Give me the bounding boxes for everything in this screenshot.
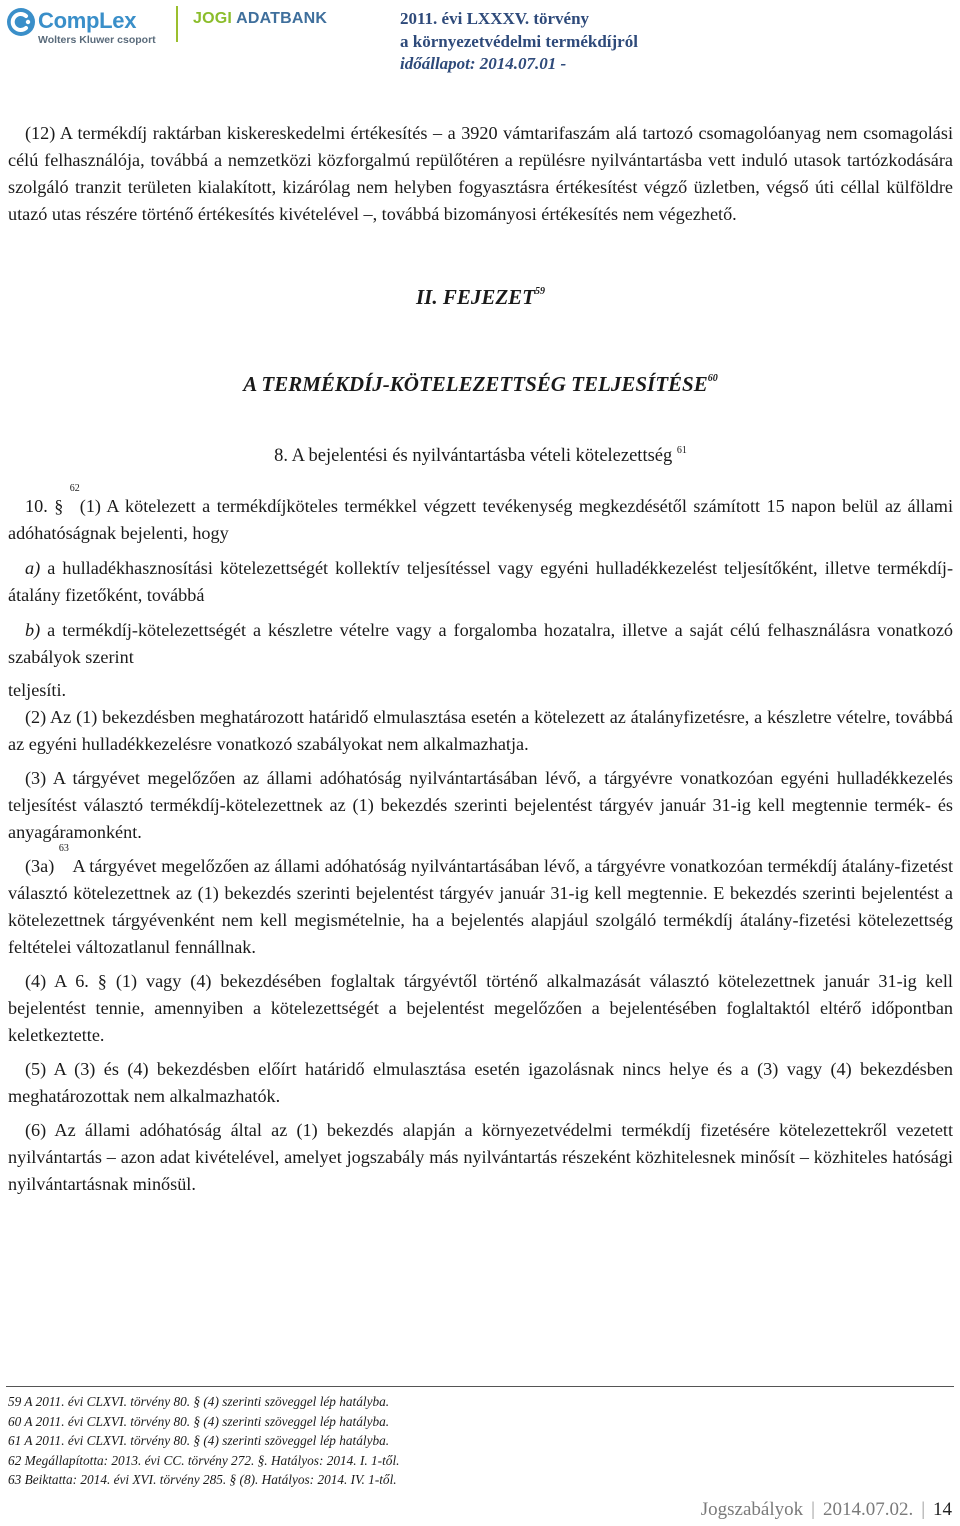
point-b-label: b): [25, 620, 41, 640]
footnote-61: 61 A 2011. évi CLXVI. törvény 80. § (4) szerinti szöveggel lép hatályba.: [8, 1433, 390, 1449]
footnote-60: 60 A 2011. évi CLXVI. törvény 80. § (4) szerinti szöveggel lép hatályba.: [8, 1413, 390, 1429]
footnotes: [8, 1392, 399, 1490]
point-a-label: a): [25, 558, 41, 578]
paragraph-3a-label: (3a): [25, 856, 55, 876]
subsection-title: [8, 443, 953, 470]
section-10-paragraph-6: (6) Az állami adóhatóság által az (1) bekezdés alapján a környezetvédelmi termékdíj fizetésére kötelezettekről vezetett nyilvántartás – azon adat kivételével, amelyet jogszabály más nyilvántartás részeként közhitelesnek minősít – közhiteles hatósági nyilvántartásnak minősül.: [8, 1120, 953, 1194]
section-10-paragraph-4: (4) A 6. § (1) vagy (4) bekezdésében foglaltak tárgyévtől történő alkalmazását választó kötelezettnek január 31-ig kell bejelentést tennie, amennyiben a kötelezettségét a bejelentést megelőzően a bejelentésében foglaltaktól eltérő időpontban keletkeztette.: [8, 971, 953, 1045]
section-10-p1-text: (1) A kötelezett a termékdíjköteles termékkel végzett tevékenység megkezdésétől számított 15 napon belül az állami adóhatóságnak bejelenti, hogy: [8, 496, 954, 543]
chapter-subtitle-text: A TERMÉKDÍJ-KÖTELEZETTSÉG TELJESÍTÉSE: [243, 372, 708, 396]
section-10-paragraph-2: (2) Az (1) bekezdésben meghatározott határidő elmulasztása esetén a kötelezett az átalányfizetésre, a készletre vételre, továbbá az egyéni hulladékkezelésre vonatkozó szabályokat nem alkalmazhatja.: [8, 707, 953, 754]
section-10-closing: teljesíti.: [8, 680, 67, 700]
chapter-title-text: II. FEJEZET: [415, 285, 536, 309]
complex-logo: [6, 5, 166, 45]
section-10-paragraph-3a: [8, 843, 953, 961]
footer-separator-2: |: [921, 1499, 925, 1520]
subsection-title-text: 8. A bejelentési és nyilvántartásba vételi kötelezettség: [274, 446, 673, 466]
paragraph-12: (12) A termékdíj raktárban kiskereskedelmi értékesítés – a 3920 vámtarifaszám alá tartozó csomagolóanyag nem csomagolási célú felhasználója, továbbá a nemzetközi közforgalmú repülőtéren a repülésre nyilvántartásba vett induló utasok tartózkodására szolgáló tranzit területen kialakított, kizárólag nem helyben fogyasztásra értékesítést végző üzletben, végső úti céllal külföldre utazó utas részére történő értékesítés kivételével –, továbbá bizományosi értékesítés nem végezhető.: [8, 123, 953, 224]
section-10-paragraph-1: [8, 483, 954, 547]
section-10-footnote-ref: 62: [69, 483, 80, 494]
footnote-62: 62 Megállapította: 2013. évi CC. törvény 272. §. Hatályos: 2014. I. 1-től.: [8, 1452, 400, 1468]
section-10-point-a: [8, 555, 953, 609]
header-divider: [176, 6, 178, 42]
law-title: 2011. évi LXXXV. törvény: [400, 9, 590, 28]
chapter-footnote-ref: 59: [535, 286, 546, 297]
chapter-title: [8, 284, 953, 311]
footer-separator: |: [811, 1499, 815, 1520]
adatbank-word: ADATBANK: [236, 10, 328, 27]
footnote-63: 63 Beiktatta: 2014. évi XVI. törvény 285. § (8). Hatályos: 2014. IV. 1-től.: [8, 1472, 397, 1488]
section-10-paragraph-3: (3) A tárgyévet megelőzően az állami adóhatóság nyilvántartásában lévő, a tárgyévre vonatkozóan egyéni hulladékkezelés teljesítést választó termékdíj-kötelezettnek az (1) bekezdés szerinti bejelentést tárgyév január 31-ig kell megtennie termék- és anyagáramonként.: [8, 768, 953, 842]
law-state-date: időállapot: 2014.07.01 -: [400, 54, 567, 73]
footnote-divider: [6, 1386, 954, 1387]
page-number: 14: [933, 1499, 952, 1520]
page-header: [0, 0, 960, 92]
point-b-text: a termékdíj-kötelezettségét a készletre vételre vagy a forgalomba hozatalra, illetve a saját célú felhasználásra vonatkozó szabályok szerint: [8, 620, 953, 667]
chapter-subtitle: [8, 371, 953, 398]
section-10-paragraph-5: (5) A (3) és (4) bekezdésben előírt határidő elmulasztása esetén igazolásnak nincs helye és a (3) vagy (4) bekezdésben meghatározottak nem alkalmazhatók.: [8, 1059, 953, 1106]
jogi-adatbank-logo: [193, 10, 327, 28]
complex-brand-name: CompLex: [38, 8, 137, 33]
paragraph-3a-text: A tárgyévet megelőzően az állami adóhatóság nyilvántartásában lévő, a tárgyévre vonatkozóan termékdíj átalány-fizetést választó kötelezettnek az (1) bekezdés szerinti bejelentést tárgyév január 31-ig kell megtennie. E bekezdés szerinti bejelentést a kötelezettnek tárgyévenként nem kell megismételnie, ha a bejelentés alapjául szolgáló termékdíj átalány-fizetési kötelezettség feltételei változatlanul fennállnak.: [8, 856, 953, 957]
complex-logo-icon: [6, 7, 36, 37]
section-10-point-b: [8, 617, 953, 671]
footer-date: 2014.07.02.: [822, 1499, 914, 1520]
document-body: [8, 120, 953, 1198]
jogi-word: JOGI: [193, 10, 233, 27]
footnote-59: 59 A 2011. évi CLXVI. törvény 80. § (4) szerinti szöveggel lép hatályba.: [8, 1394, 390, 1409]
page-footer: [701, 1499, 952, 1521]
paragraph-3a-footnote-ref: 63: [58, 843, 69, 854]
chapter-subtitle-footnote-ref: 60: [707, 373, 718, 384]
point-a-text: a hulladékhasznosítási kötelezettségét kollektív teljesítéssel vagy egyéni hulladékkezelést teljesítőként, illetve termékdíj-átalány fizetőként, továbbá: [8, 558, 953, 605]
section-10-label: 10. §: [25, 496, 64, 516]
complex-brand-sub: Wolters Kluwer csoport: [38, 34, 156, 46]
footer-label: Jogszabályok: [700, 1499, 804, 1520]
subsection-footnote-ref: 61: [676, 445, 687, 456]
law-subject: a környezetvédelmi termékdíjról: [400, 32, 638, 51]
law-header: [400, 8, 638, 75]
